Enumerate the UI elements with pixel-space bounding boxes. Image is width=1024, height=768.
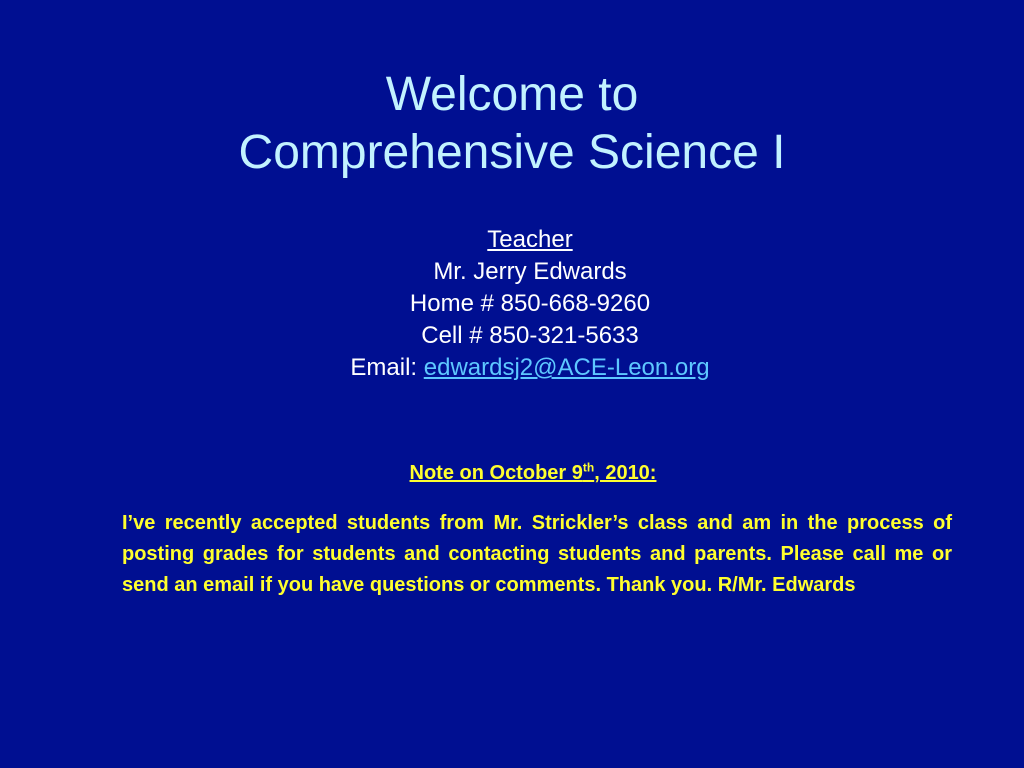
cell-phone: Cell # 850-321-5633 xyxy=(421,322,639,349)
note-heading xyxy=(0,459,1024,487)
email-label: Email: xyxy=(350,354,418,381)
teacher-contact-block xyxy=(0,224,1024,384)
title-line-1: Welcome to xyxy=(385,68,639,121)
note-heading-suffix: , 2010: xyxy=(594,462,657,484)
note-heading-prefix: Note on October 9 xyxy=(409,462,583,484)
title-line-2: Comprehensive Science I xyxy=(238,126,786,179)
note-heading-superscript: th xyxy=(582,460,595,475)
email-link[interactable]: edwardsj2@ACE-Leon.org xyxy=(423,354,710,381)
teacher-name: Mr. Jerry Edwards xyxy=(433,258,627,285)
email-line xyxy=(0,352,1024,384)
home-phone: Home # 850-668-9260 xyxy=(409,290,651,317)
note-body: I’ve recently accepted students from Mr. Strickler’s class and am in the process of posting grades for students and contacting students and parents. Please call me or send an email if you have questions or comments. Thank you. R/Mr. Edwards xyxy=(122,512,952,596)
teacher-heading: Teacher xyxy=(487,226,573,253)
slide-title xyxy=(0,66,1024,182)
